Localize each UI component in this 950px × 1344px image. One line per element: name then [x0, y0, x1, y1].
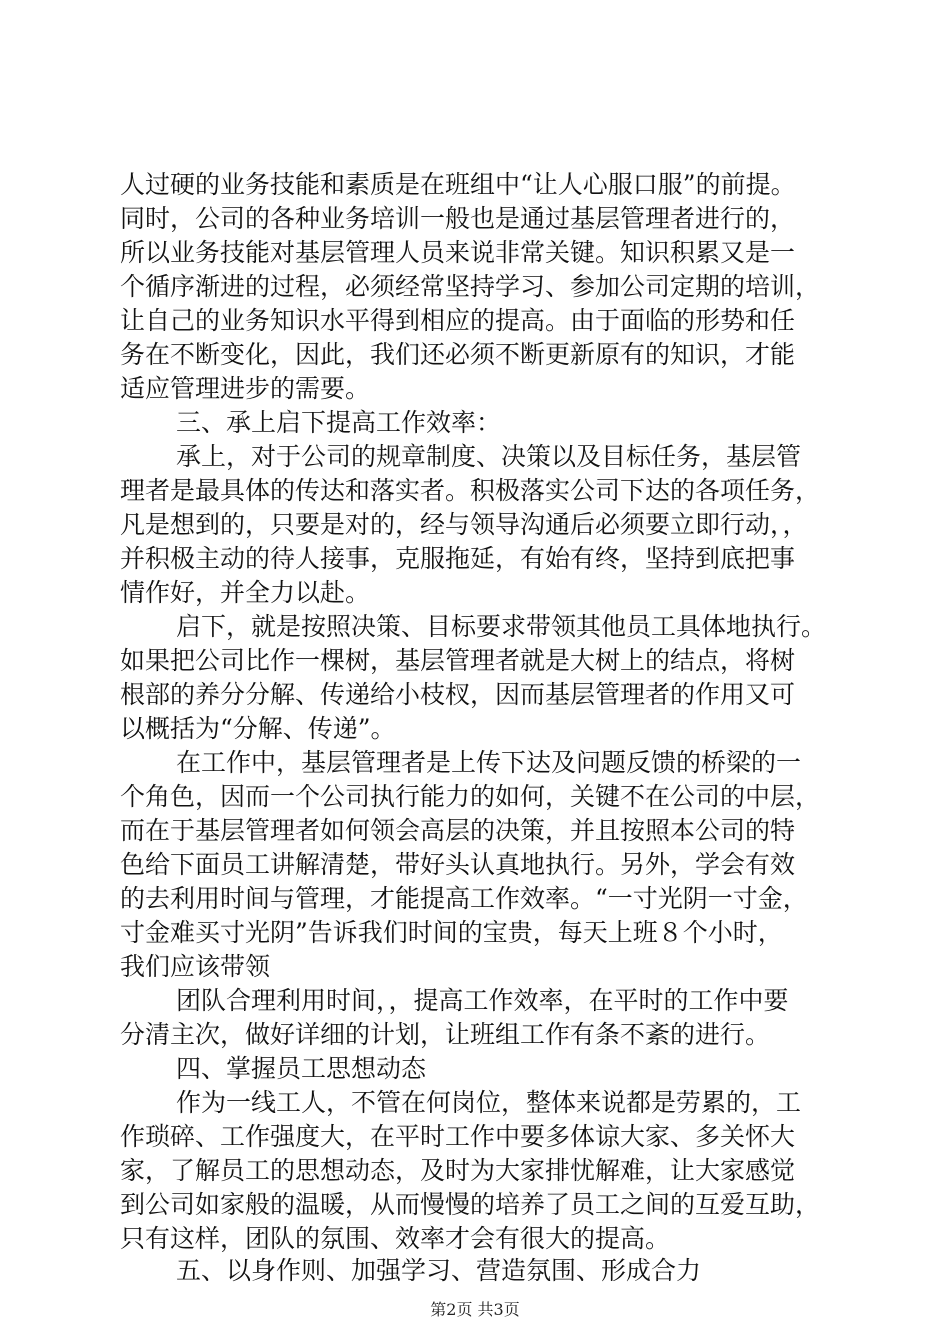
body-line: 根部的养分分解、传递给小枝杈，因而基层管理者的作用又可	[120, 680, 796, 709]
body-line: 承上，对于公司的规章制度、决策以及目标任务，基层管	[176, 442, 802, 471]
body-line: 如果把公司比作一棵树，基层管理者就是大树上的结点，将树	[120, 646, 796, 675]
body-line: 分清主次，做好详细的计划，让班组工作有条不紊的进行。	[120, 1020, 771, 1049]
body-line: 理者是最具体的传达和落实者。积极落实公司下达的各项任务，	[120, 476, 821, 505]
body-line: 以概括为“分解、传递”。	[120, 714, 396, 743]
body-line: 在工作中，基层管理者是上传下达及问题反馈的桥梁的一	[176, 748, 802, 777]
body-line: 我们应该带领	[120, 952, 271, 981]
body-line: 情作好，并全力以赴。	[120, 578, 371, 607]
body-line: 色给下面员工讲解清楚，带好头认真地执行。另外，学会有效	[120, 850, 796, 879]
body-line: 凡是想到的，只要是对的，经与领导沟通后必须要立即行动，，	[120, 510, 808, 539]
body-line: 适应管理进步的需要。	[120, 374, 371, 403]
body-line: 启下，就是按照决策、目标要求带领其他员工具体地执行。	[176, 612, 827, 641]
body-line: 团队合理利用时间，，提高工作效率，在平时的工作中要	[176, 986, 789, 1015]
body-line: 的去利用时间与管理，才能提高工作效率。“一寸光阴一寸金，	[120, 884, 808, 913]
body-line: 个角色，因而一个公司执行能力的如何，关键不在公司的中层，	[120, 782, 821, 811]
body-line: 并积极主动的待人接事，克服拖延，有始有终，坚持到底把事	[120, 544, 796, 573]
body-line: 寸金难买寸光阴”告诉我们时间的宝贵，每天上班８个小时，	[120, 918, 783, 947]
body-line: 人过硬的业务技能和素质是在班组中“让人心服口服”的前提。	[120, 170, 796, 199]
section-heading: 五、以身作则、加强学习、营造氛围、形成合力	[176, 1256, 702, 1285]
body-line: 个循序渐进的过程，必须经常坚持学习、参加公司定期的培训，	[120, 272, 821, 301]
body-line: 作为一线工人，不管在何岗位，整体来说都是劳累的，工	[176, 1088, 802, 1117]
section-heading: 四、掌握员工思想动态	[176, 1054, 427, 1083]
body-line: 只有这样，团队的氛围、效率才会有很大的提高。	[120, 1224, 671, 1253]
body-line: 到公司如家般的温暖，从而慢慢的培养了员工之间的互爱互助，	[120, 1190, 821, 1219]
section-heading: 三、承上启下提高工作效率：	[176, 408, 502, 437]
body-line: 所以业务技能对基层管理人员来说非常关键。知识积累又是一	[120, 238, 796, 267]
body-line: 作琐碎、工作强度大，在平时工作中要多体谅大家、多关怀大	[120, 1122, 796, 1151]
body-line: 务在不断变化，因此，我们还必须不断更新原有的知识，才能	[120, 340, 796, 369]
body-line: 家，了解员工的思想动态，及时为大家排忧解难，让大家感觉	[120, 1156, 796, 1185]
body-line: 让自己的业务知识水平得到相应的提高。由于面临的形势和任	[120, 306, 796, 335]
body-line: 而在于基层管理者如何领会高层的决策，并且按照本公司的特	[120, 816, 796, 845]
body-line: 同时，公司的各种业务培训一般也是通过基层管理者进行的，	[120, 204, 796, 233]
page-number: 第2页 共3页	[430, 1300, 520, 1319]
